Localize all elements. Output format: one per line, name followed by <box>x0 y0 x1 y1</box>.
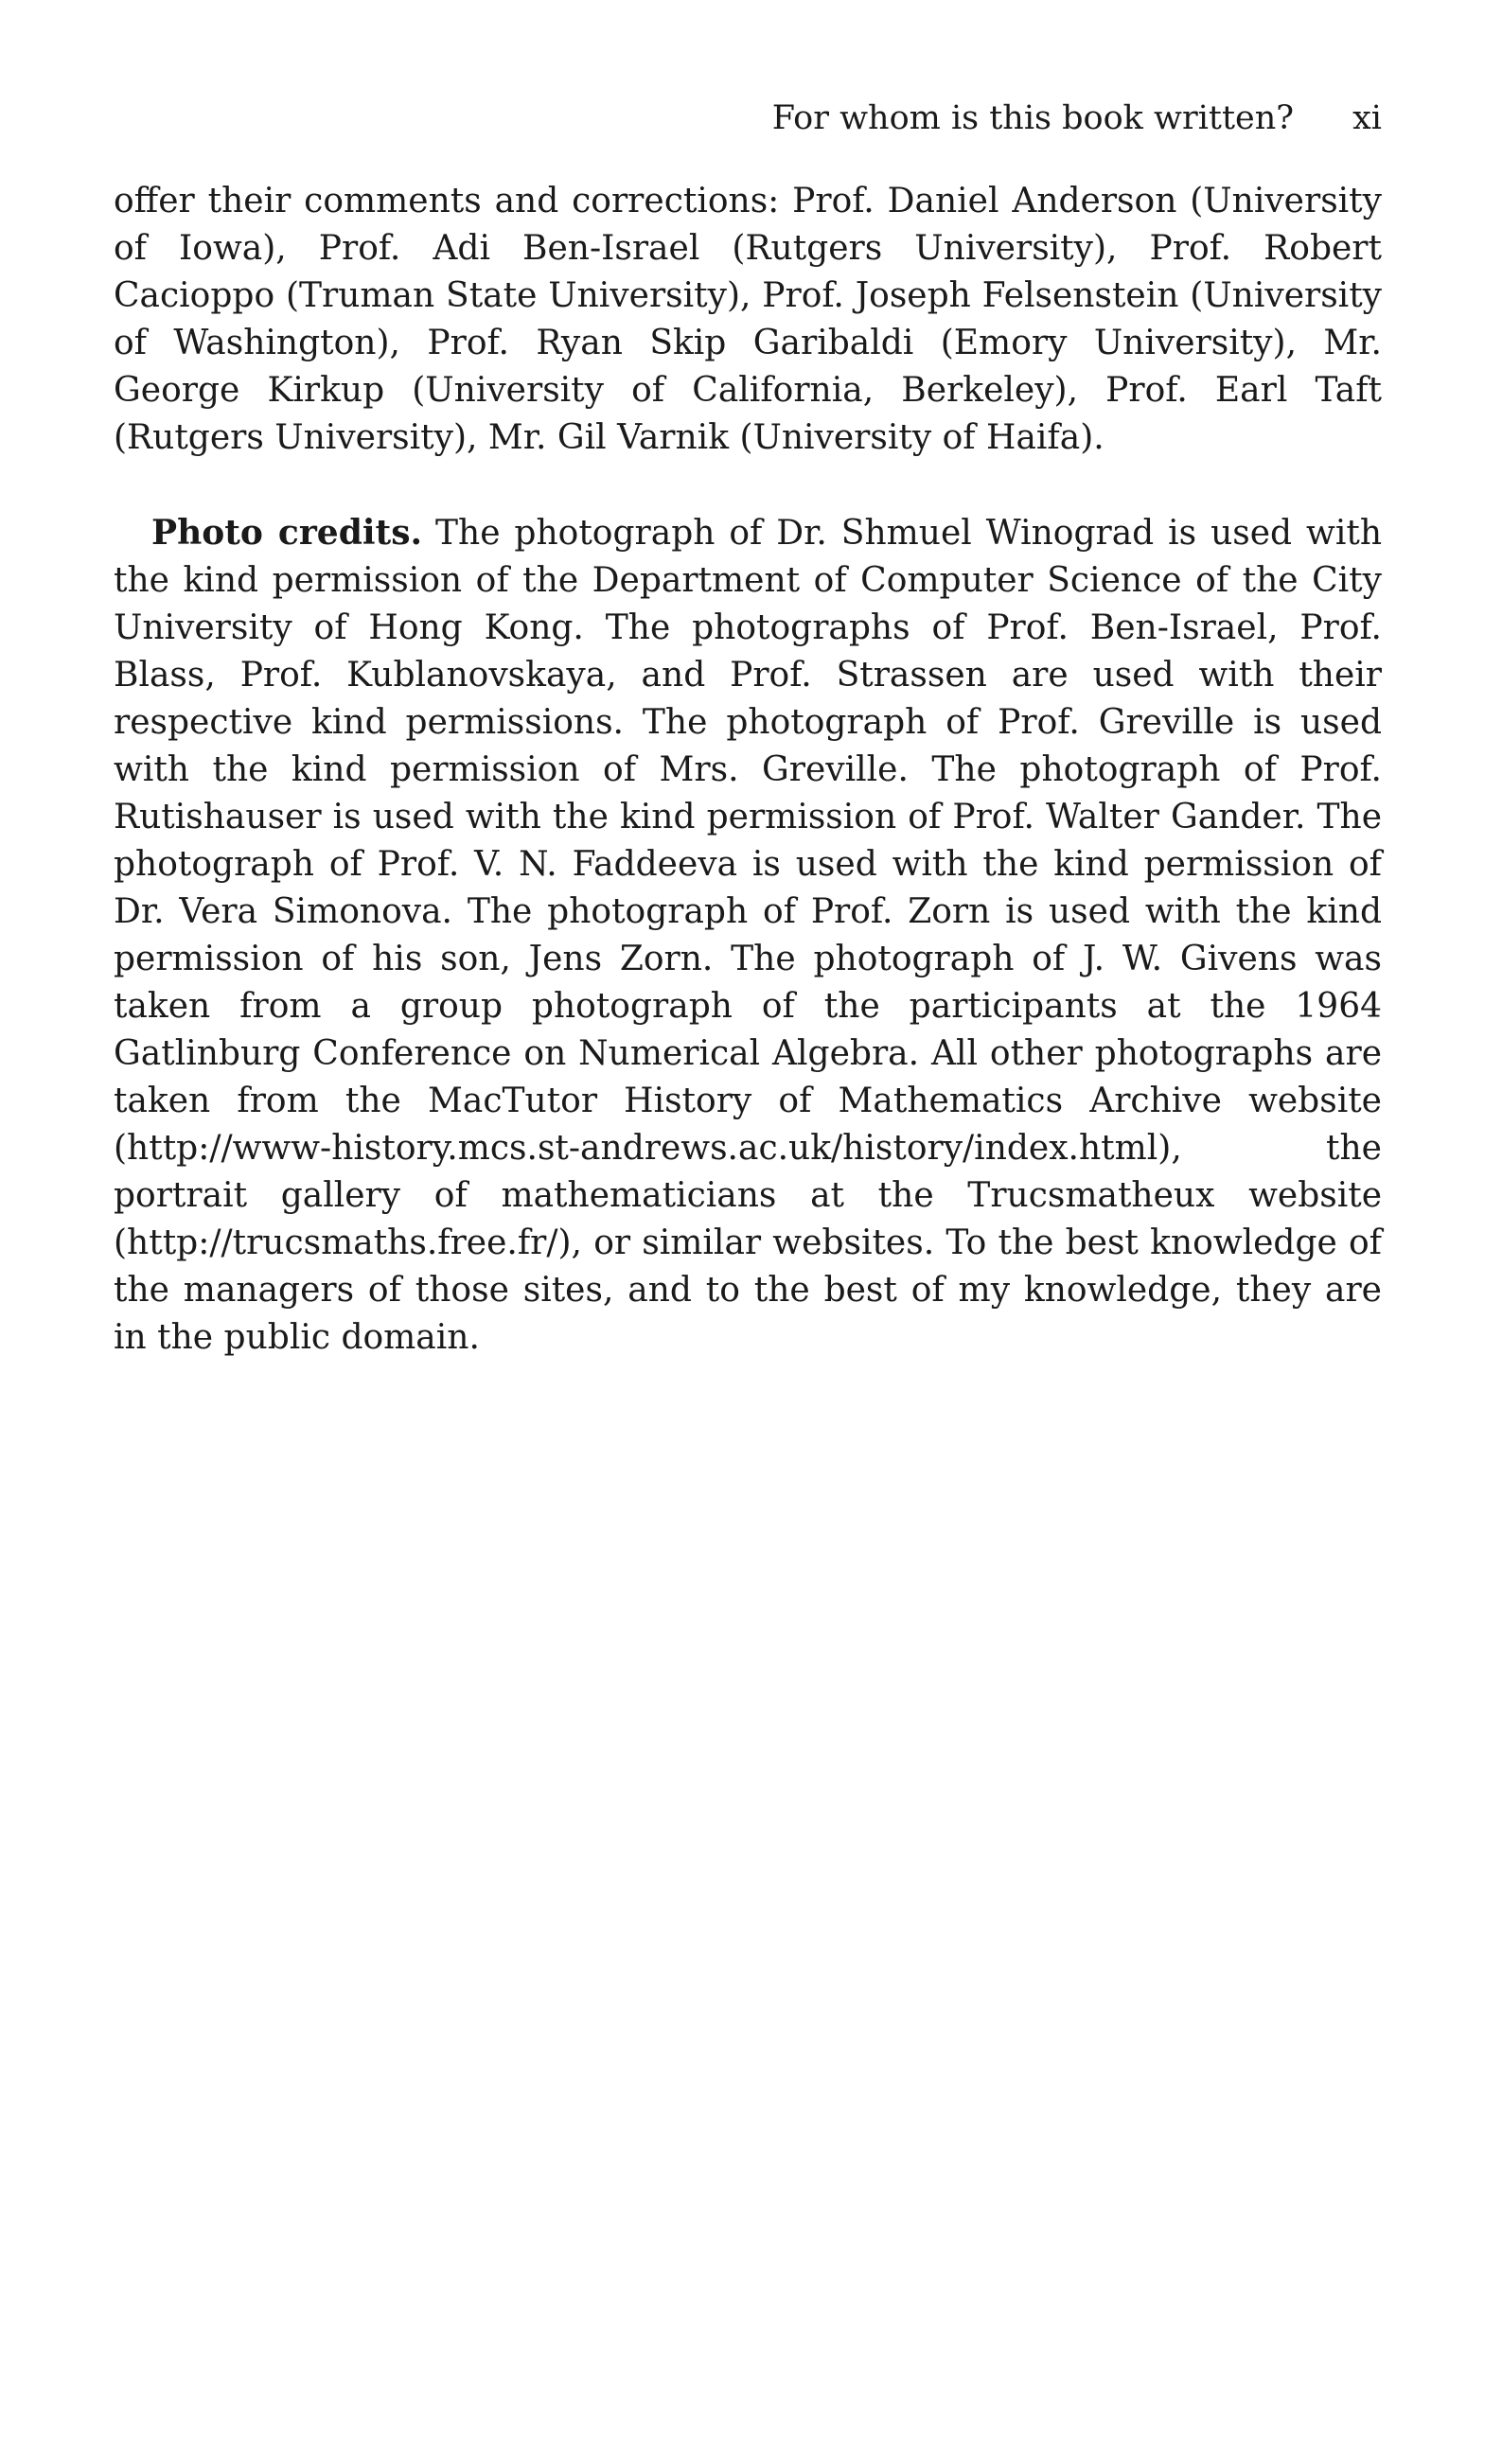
book-page <box>114 95 1382 1362</box>
photo-credits-paragraph <box>114 509 1382 1362</box>
running-head <box>114 95 1382 142</box>
acknowledgments-text: offer their comments and corrections: Prof. Daniel Anderson (University of Iowa), Prof. Adi Ben-Israel (Rutgers University), Prof. Robert Cacioppo (Truman State University), Prof. Joseph Felsenstein (University of Washington), Prof. Ryan Skip Garibaldi (Emory University), Mr. George Kirkup (University of California, Berkeley), Prof. Earl Taft (Rutgers University), Mr. Gil Varnik (University of Haifa). <box>114 182 1382 457</box>
photo-credits-text: The photograph of Dr. Shmuel Winograd is used with the kind permission of the Department of Computer Science of the City University of Hong Kong. The photographs of Prof. Ben-Israel, Prof. Blass, Prof. Kublanovskaya, and Prof. Strassen are used with their respective kind permissions. The photograph of Prof. Greville is used with the kind permission of Mrs. Greville. The photograph of Prof. Rutishauser is used with the kind permission of Prof. Walter Gander. The photograph of Prof. V. N. Faddeeva is used with the kind permission of Dr. Vera Simonova. The photograph of Prof. Zorn is used with the kind permission of his son, Jens Zorn. The photograph of J. W. Givens was taken from a group photograph of the participants at the 1964 Gatlinburg Conference on Numerical Algebra. All other photographs are taken from the MacTutor History of Mathematics Archive website (http://www-history.mcs.st-andrews.ac.uk/history/index.html), the portrait gallery of mathematicians at the Trucsmatheux website (http://trucsmaths.free.fr/), or similar websites. To the best knowledge of the managers of those sites, and to the best of my knowledge, they are in the public domain. <box>114 514 1383 1357</box>
body-text <box>114 178 1382 1362</box>
acknowledgments-paragraph <box>114 178 1382 462</box>
photo-credits-heading: Photo credits. <box>151 513 422 553</box>
running-head-title: For whom is this book written? <box>771 99 1295 137</box>
page-number: xi <box>1352 99 1382 137</box>
